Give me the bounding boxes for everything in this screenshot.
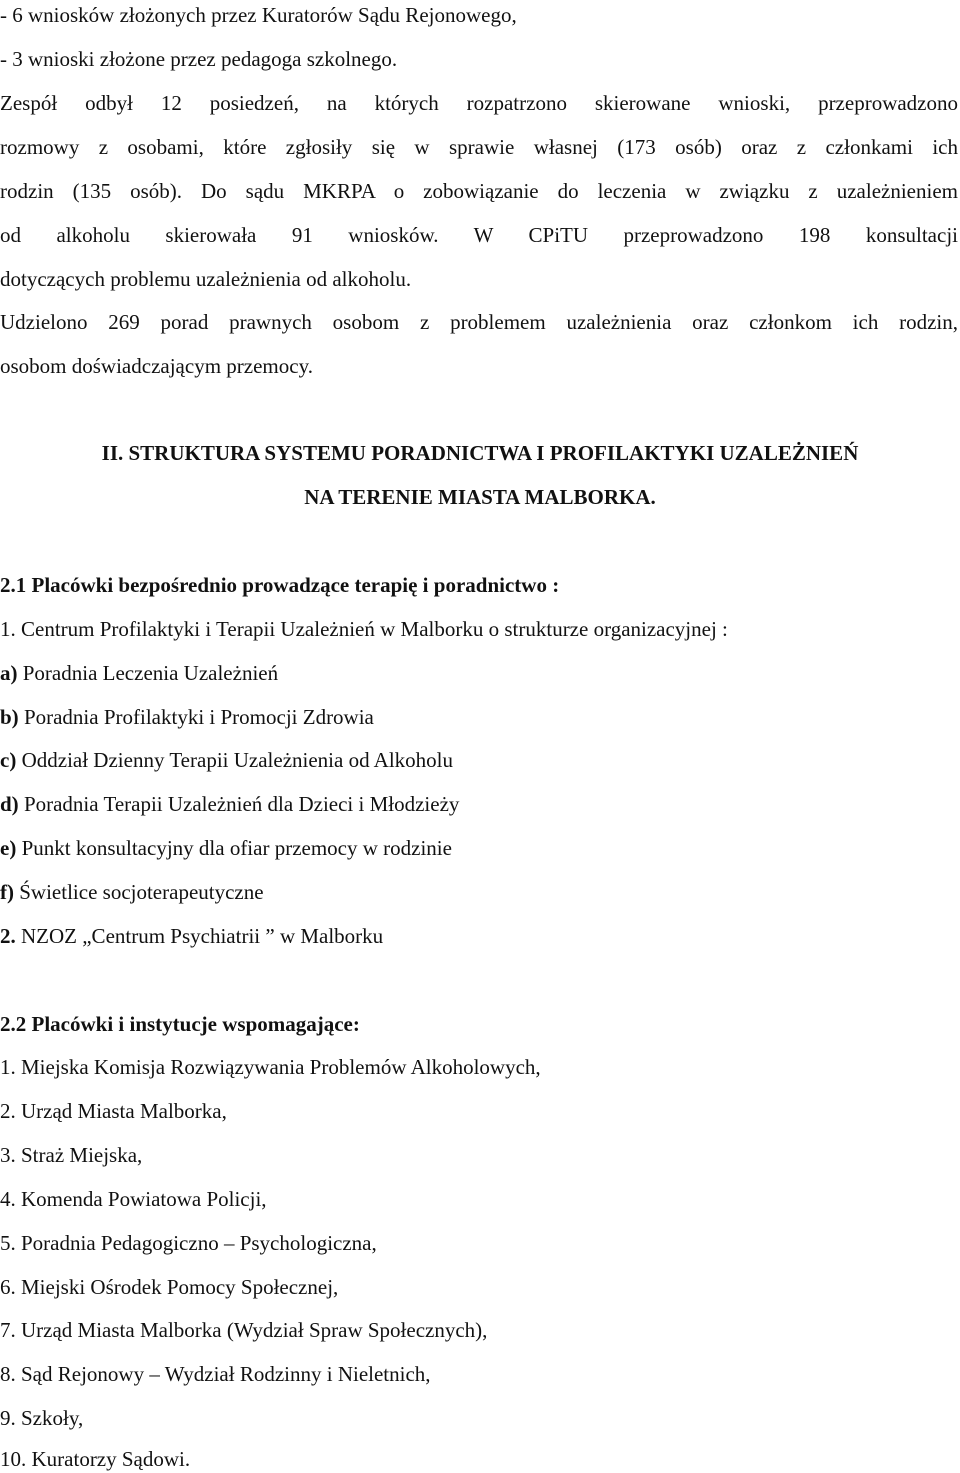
list-item: 8. Sąd Rejonowy – Wydział Rodzinny i Nieletnich, xyxy=(0,1362,431,1386)
list-item xyxy=(0,882,264,903)
list-item: - 6 wniosków złożonych przez Kuratorów Sądu Rejonowego, xyxy=(0,3,517,27)
item-text: Oddział Dzienny Terapii Uzależnienia od Alkoholu xyxy=(16,748,454,772)
paragraph-line: od alkoholu skierowała 91 wniosków. W CPiTU przeprowadzono 198 konsultacji xyxy=(0,223,958,247)
paragraph-line: Zespół odbył 12 posiedzeń, na których rozpatrzono skierowane wnioski, przeprowadzono xyxy=(0,91,958,115)
list-item: 7. Urząd Miasta Malborka (Wydział Spraw Społecznych), xyxy=(0,1318,488,1342)
subsection-title: 2.2 Placówki i instytucje wspomagające: xyxy=(0,1012,360,1036)
list-item: 3. Straż Miejska, xyxy=(0,1143,143,1167)
list-item: 1. Centrum Profilaktyki i Terapii Uzależnień w Malborku o strukturze organizacyjnej : xyxy=(0,617,728,641)
item-marker: d) xyxy=(0,792,19,816)
paragraph-line: osobom doświadczającym przemocy. xyxy=(0,354,313,378)
list-item: 2. Urząd Miasta Malborka, xyxy=(0,1099,227,1123)
item-marker: b) xyxy=(0,705,19,729)
list-item: 6. Miejski Ośrodek Pomocy Społecznej, xyxy=(0,1275,339,1299)
paragraph-line: Udzielono 269 porad prawnych osobom z problemem uzależnienia oraz członkom ich rodzin, xyxy=(0,310,958,334)
item-marker: 2. xyxy=(0,924,16,948)
list-item xyxy=(0,707,374,728)
item-text: Punkt konsultacyjny dla ofiar przemocy w rodzinie xyxy=(16,836,452,860)
item-marker: c) xyxy=(0,748,17,772)
list-item: 9. Szkoły, xyxy=(0,1406,84,1430)
paragraph-line: dotyczących problemu uzależnienia od alkoholu. xyxy=(0,267,412,291)
paragraph-line: rodzin (135 osób). Do sądu MKRPA o zobowiązanie do leczenia w związku z uzależnieniem xyxy=(0,179,958,203)
item-text: NZOZ „Centrum Psychiatrii ” w Malborku xyxy=(15,924,384,948)
item-text: Poradnia Leczenia Uzależnień xyxy=(17,661,279,685)
list-item xyxy=(0,750,453,771)
list-item xyxy=(0,663,278,684)
item-marker: e) xyxy=(0,836,17,860)
item-text: Poradnia Terapii Uzależnień dla Dzieci i Młodzieży xyxy=(18,792,460,816)
paragraph-line: rozmowy z osobami, które zgłosiły się w sprawie własnej (173 osób) oraz z członkami ich xyxy=(0,135,958,159)
list-item: 5. Poradnia Pedagogiczno – Psychologiczna, xyxy=(0,1231,377,1255)
section-heading: II. STRUKTURA SYSTEMU PORADNICTWA I PROFILAKTYKI UZALEŻNIEŃ xyxy=(101,441,859,465)
item-marker: f) xyxy=(0,880,14,904)
list-item: - 3 wnioski złożone przez pedagoga szkolnego. xyxy=(0,47,398,71)
subsection-title: 2.1 Placówki bezpośrednio prowadzące terapię i poradnictwo : xyxy=(0,573,560,597)
list-item xyxy=(0,794,459,815)
list-item xyxy=(0,838,452,859)
item-marker: a) xyxy=(0,661,18,685)
list-item xyxy=(0,926,383,947)
section-heading-continued: NA TERENIE MIASTA MALBORKA. xyxy=(304,485,656,509)
item-text: Poradnia Profilaktyki i Promocji Zdrowia xyxy=(18,705,374,729)
list-item: 1. Miejska Komisja Rozwiązywania Problemów Alkoholowych, xyxy=(0,1055,541,1079)
item-text: Świetlice socjoterapeutyczne xyxy=(14,880,264,904)
list-item: 4. Komenda Powiatowa Policji, xyxy=(0,1187,267,1211)
list-item: 10. Kuratorzy Sądowi. xyxy=(0,1447,191,1471)
